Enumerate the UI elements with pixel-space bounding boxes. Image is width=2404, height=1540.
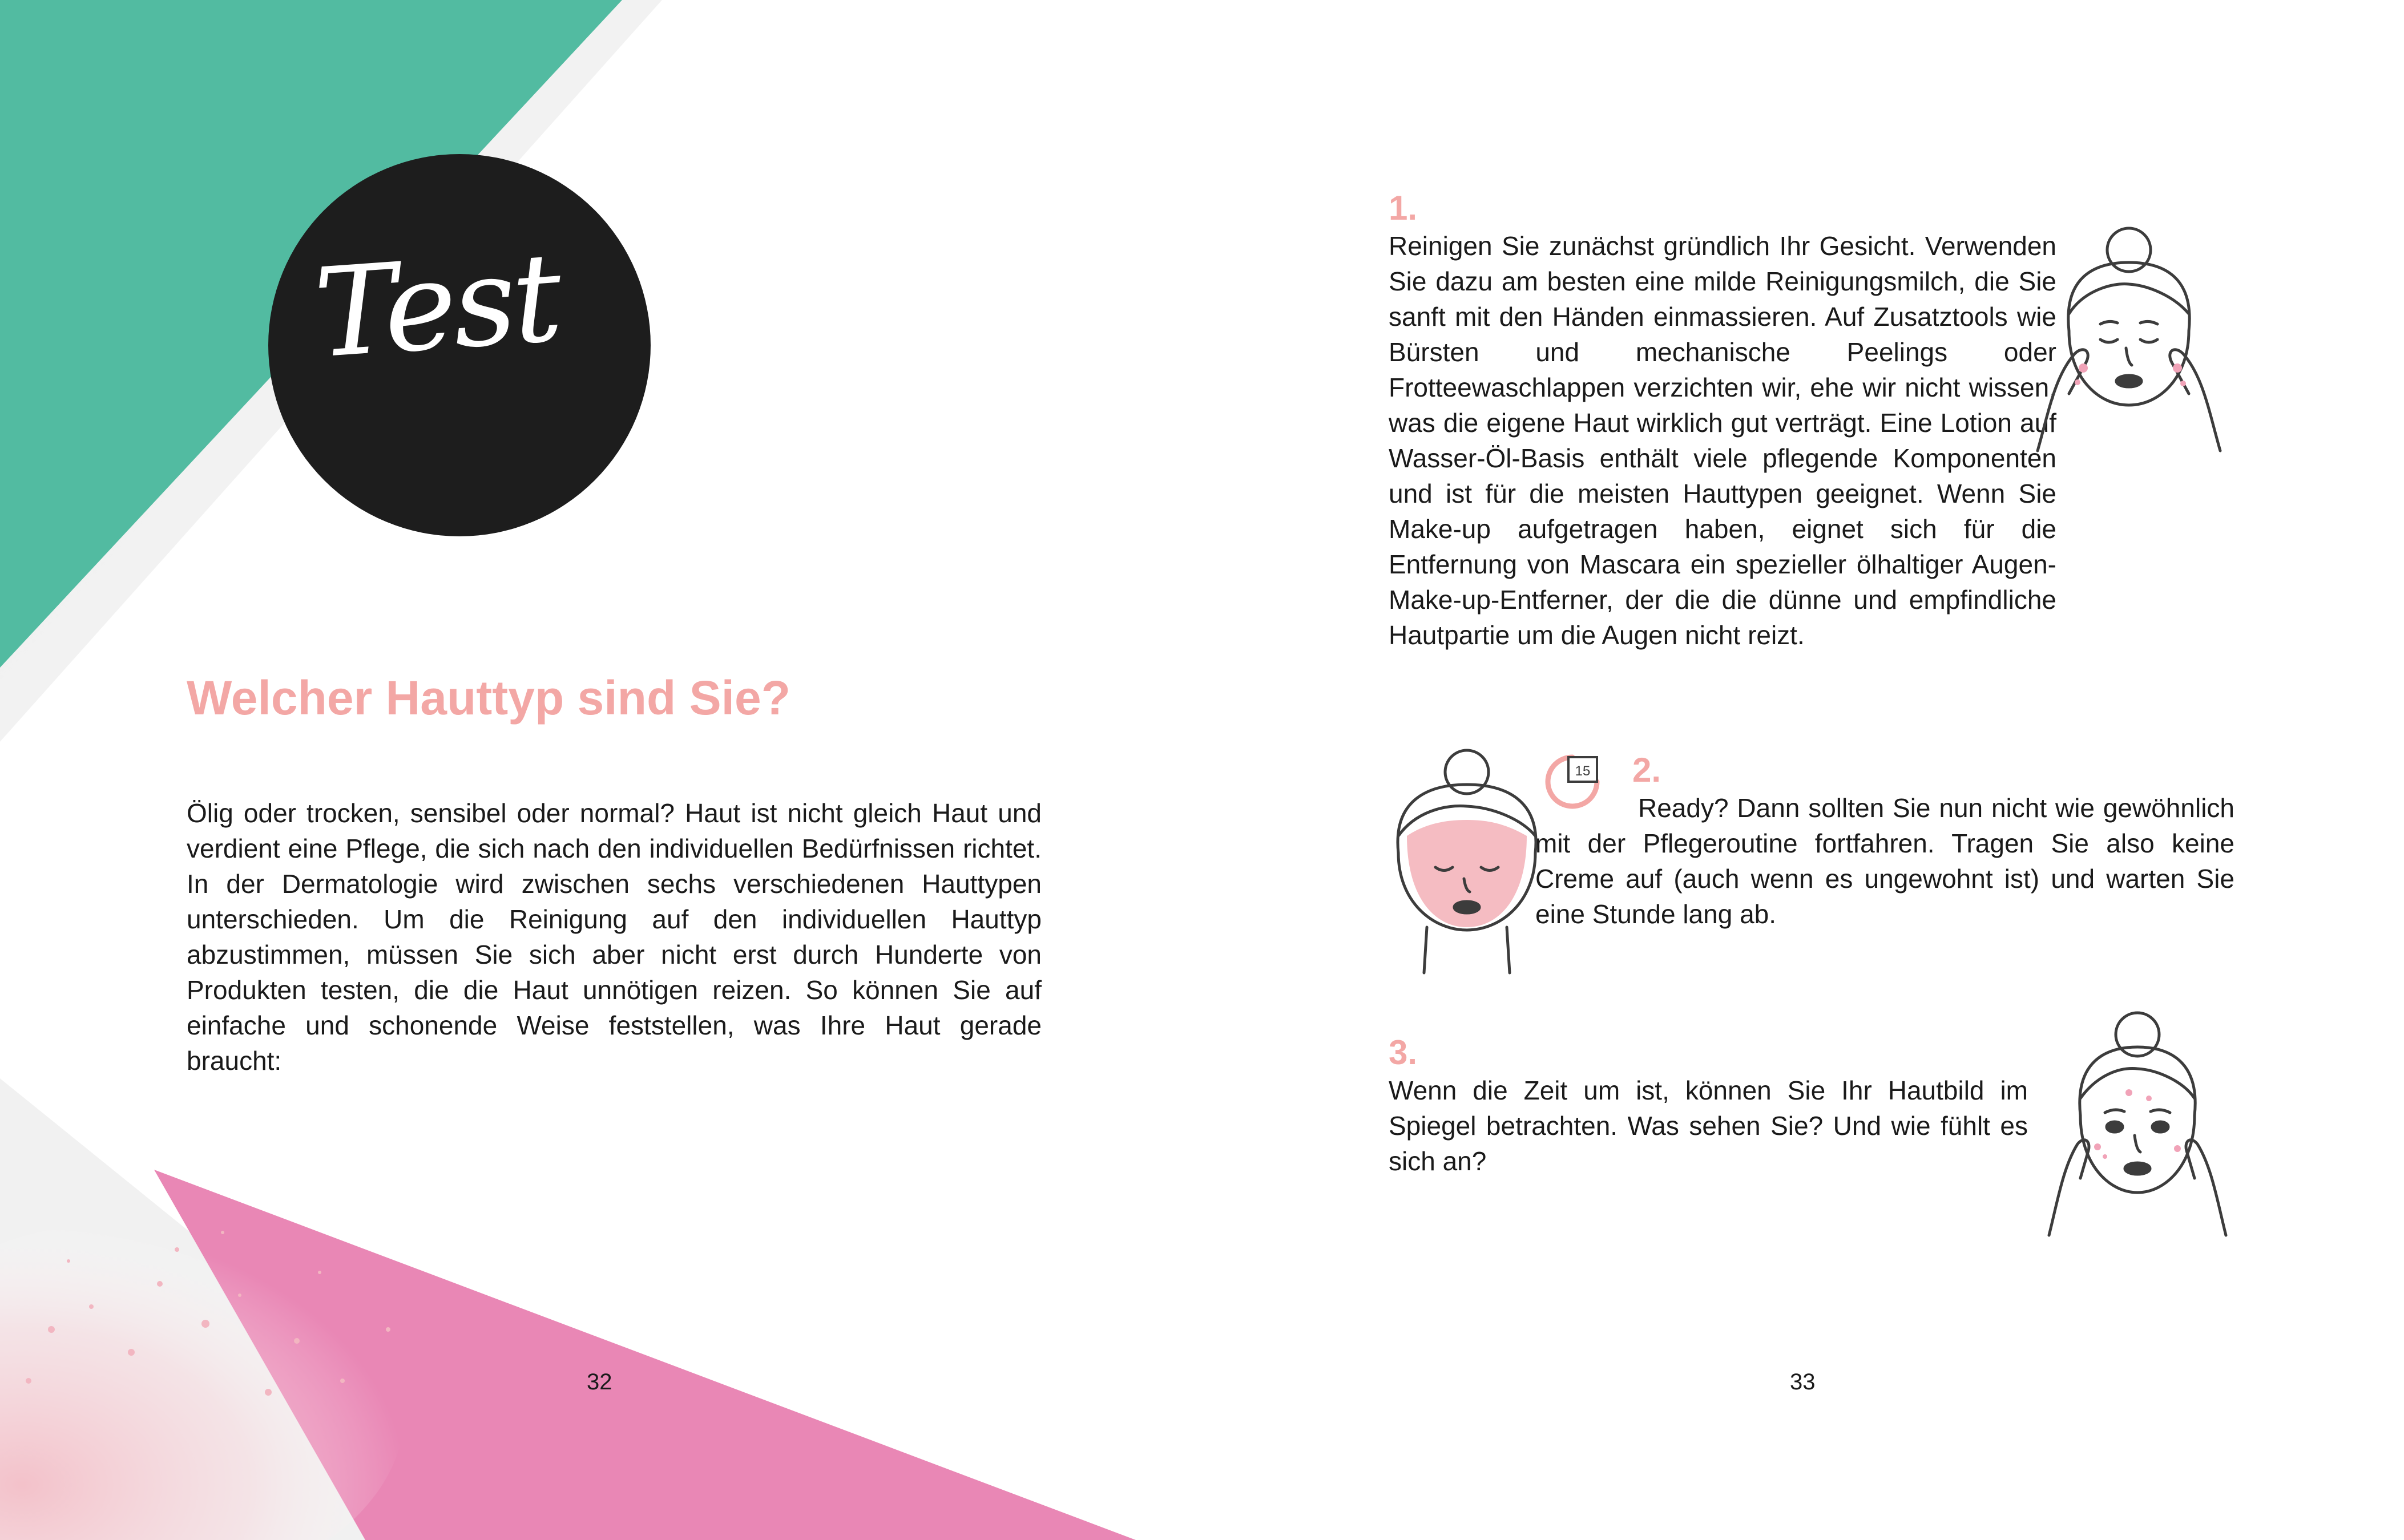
- step-3-text: Wenn die Zeit um ist, können Sie Ihr Hautbild im Spiegel betrachten. Was sehen Sie? Und wie fühlt es sich an?: [1389, 1076, 2028, 1176]
- step-2-number: 2.: [1632, 751, 1661, 789]
- page-heading: Welcher Hauttyp sind Sie?: [187, 671, 790, 725]
- badge-title: Test: [310, 225, 563, 386]
- step-1-number: 1.: [1389, 189, 1418, 227]
- step-1-text-body: Reinigen Sie zunächst gründlich Ihr Gesicht. Verwenden Sie dazu am besten eine milde Reinigungsmilch, die Sie sanft mit den Händen einmassieren. Auf Zusatztools wie Bürsten und mechanische Peelings oder Frotteewaschlappen verzichten wir, ehe wir nicht wissen, was die eigene Haut wirklich gut verträgt. Eine Lotion auf Wasser-Öl-Basis enthält viele pflegende Komponenten und ist für die meisten Hauttypen geeignet. Wenn Sie Make-up aufgetragen haben, eignet sich für die Entfernung von Mascara ein spezieller ölhaltiger Augen-Make-up-Entferner, der die die dünne und empfindliche Hautpartie um die Augen nicht reizt.: [1389, 231, 2056, 650]
- page-number-left: 32: [587, 1369, 612, 1395]
- step-3-number: 3.: [1389, 1033, 1418, 1072]
- face-mask-icon: [1381, 745, 1552, 979]
- face-inspect-icon: [2038, 1007, 2237, 1241]
- intro-paragraph: Ölig oder trocken, sensibel oder normal? Haut ist nicht gleich Haut und verdient eine Pflege, die sich nach den individuellen Bedürfnissen richtet. In der Dermatologie wird zwischen sechs verschiedenen Hauttypen unterschieden. Um die Reinigung auf den individuellen Hauttyp abzustimmen, müssen Sie sich aber nicht erst durch Hunderte von Produkten testen, die die Haut unnötigen reizen. So können Sie auf einfache und schonende Weise feststellen, was Ihre Haut gerade braucht:: [187, 798, 1042, 1076]
- timer-label: 15: [1575, 763, 1591, 779]
- face-cleansing-icon: [2015, 223, 2237, 462]
- step-1-text-wrapped: [1389, 228, 2056, 653]
- step-2-text: Ready? Dann sollten Sie nun nicht wie gewöhnlich mit der Pflegeroutine fortfahren. Tragen Sie also keine Creme auf (auch wenn es ungewohnt ist) und warten Sie eine Stunde lang ab.: [1535, 793, 2234, 929]
- page-number-right: 33: [1790, 1369, 1816, 1395]
